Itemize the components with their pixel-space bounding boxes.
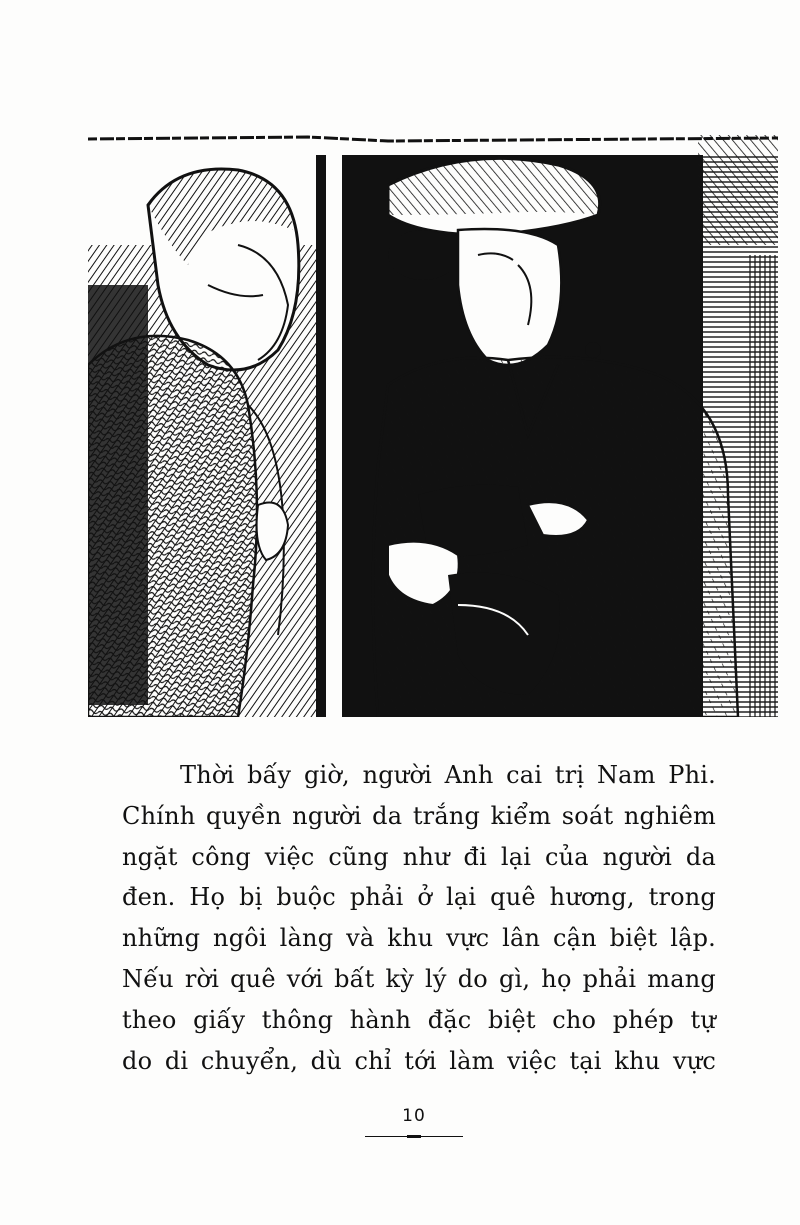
text-line: Nếu rời quê với bất kỳ lý do gì, họ phải mang [122,964,716,993]
illustration [88,135,778,717]
text-line: theo giấy thông hành đặc biệt cho phép tự [122,1005,716,1034]
illustration-woman-and-officer-checking-pass-icon [88,135,778,717]
text-line: ngặt công việc cũng như đi lại của người da [122,842,716,871]
text-line: những ngôi làng và khu vực lân cận biệt lập. [122,924,716,953]
text-line: do di chuyển, dù chỉ tới làm việc tại khu vực [122,1046,716,1075]
text-line: đen. Họ bị buộc phải ở lại quê hương, trong [122,883,716,912]
page-footer [364,1105,464,1138]
text-line: Chính quyền người da trắng kiểm soát nghiêm [122,801,716,830]
body-text [122,755,716,1081]
text-line: Thời bấy giờ, người Anh cai trị Nam Phi. [180,761,716,789]
folio-rule [365,1135,463,1138]
page-number: 10 [402,1106,426,1126]
